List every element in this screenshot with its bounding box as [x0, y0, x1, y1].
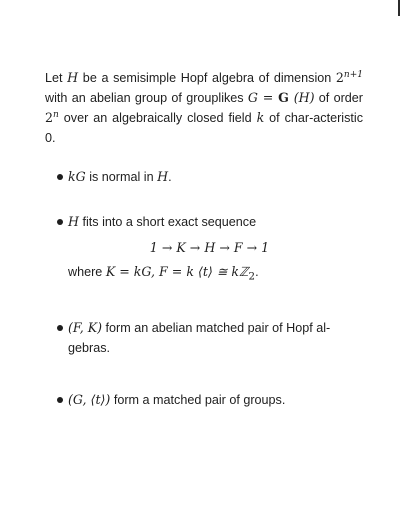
- math-equals: =: [257, 90, 279, 105]
- math-bold-G: G: [278, 90, 289, 105]
- bullet-text: form an abelian matched pair of Hopf al-gebras.: [68, 320, 331, 355]
- math-kG: kG: [68, 169, 86, 184]
- where-line: [68, 262, 363, 287]
- intro-text: over an algebraically closed field: [58, 111, 257, 125]
- intro-text: of char-acteristic 0.: [45, 111, 363, 145]
- intro-paragraph: [45, 68, 363, 148]
- bullet-text: .: [168, 170, 172, 184]
- intro-text: of order: [314, 91, 363, 105]
- bullet-text: fits into a short exact sequence: [78, 215, 257, 229]
- intro-text: with an abelian group of grouplikes: [45, 91, 248, 105]
- bullet-list: [45, 167, 363, 410]
- bullet-item-normal: [45, 167, 363, 187]
- bullet-dot-icon: [57, 397, 63, 403]
- math-paren-H: (H): [288, 90, 315, 105]
- bullet-dot-icon: [57, 325, 63, 331]
- bullet-text: form a matched pair of groups.: [110, 392, 286, 407]
- math-definitions: K = kG, F = k ⟨t⟩ ≅ kℤ: [105, 264, 249, 279]
- exact-sequence-equation: 1 → K → H → F → 1: [149, 240, 270, 255]
- bullet-item-exact-sequence: [45, 212, 363, 287]
- bullet-item-matched-pair-hopf: [45, 318, 363, 358]
- math-exponent: n+1: [343, 69, 363, 80]
- slide-page: [45, 68, 363, 410]
- bullet-dot-icon: [57, 174, 63, 180]
- math-pair-FK: (F, K): [68, 319, 103, 335]
- math-exponent: n: [53, 109, 59, 120]
- bullet-item-matched-pair-groups: [45, 390, 363, 410]
- math-k: k: [256, 110, 265, 125]
- math-pair-Gt: (G, ⟨t⟩): [68, 391, 111, 407]
- bullet-text: is normal in: [85, 170, 158, 184]
- bullet-text: where: [68, 265, 106, 279]
- intro-text: Let: [45, 71, 68, 85]
- intro-text: be a semisimple Hopf algebra of dimension: [78, 71, 336, 85]
- math-G: G: [247, 90, 258, 105]
- bullet-text: .: [255, 265, 259, 279]
- math-subscript: 2: [248, 270, 256, 283]
- math-H: H: [157, 169, 169, 184]
- math-two: 2: [45, 110, 54, 125]
- math-H: H: [68, 214, 79, 229]
- bullet-dot-icon: [57, 219, 63, 225]
- math-H: H: [67, 70, 79, 85]
- math-two: 2: [335, 70, 344, 85]
